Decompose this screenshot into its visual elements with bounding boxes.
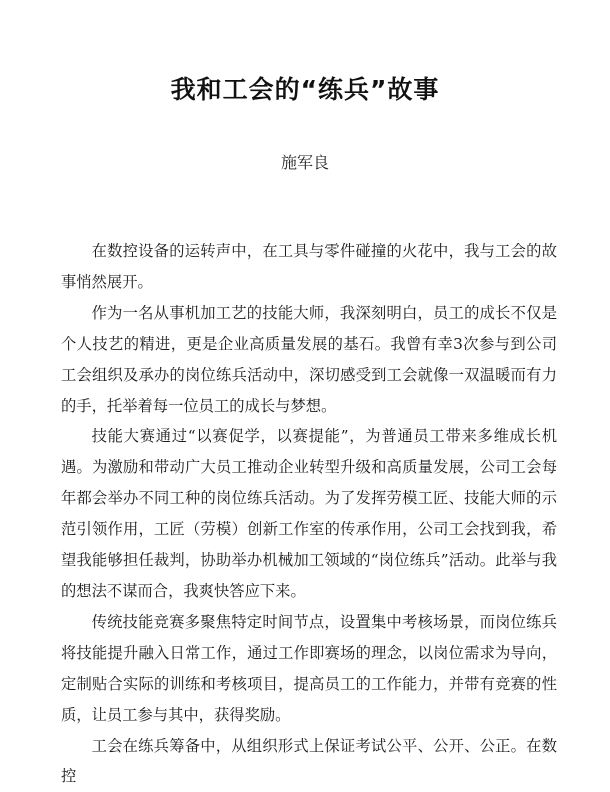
paragraph: 技能大赛通过“以赛促学，以赛提能”，为普通员工带来多维成长机遇。为激励和带动广大员工推动企业转型升级和高质量发展，公司工会每年都会举办不同工种的岗位练兵活动。为了发挥劳模工匠、技能大师的示范引领作用，工匠（劳模）创新工作室的传承作用，公司工会找到我，希望我能够担任裁判，协助举办机械加工领域的“岗位练兵”活动。此举与我的想法不谋而合，我爽快答应下来。: [61, 421, 557, 606]
paragraph: 工会在练兵筹备中，从组织形式上保证考试公平、公开、公正。在数控: [61, 731, 557, 792]
article-body: [61, 236, 557, 792]
paragraph: 在数控设备的运转声中，在工具与零件碰撞的火花中，我与工会的故事悄然展开。: [61, 236, 557, 298]
article-author: 施军良: [0, 150, 610, 173]
paragraph: 传统技能竞赛多聚焦特定时间节点，设置集中考核场景，而岗位练兵将技能提升融入日常工作，通过工作即赛场的理念，以岗位需求为导向，定制贴合实际的训练和考核项目，提高员工的工作能力，并带有竞赛的性质，让员工参与其中，获得奖励。: [61, 607, 557, 731]
article-title: 我和工会的“练兵”故事: [0, 70, 610, 106]
paragraph: 作为一名从事机加工艺的技能大师，我深刻明白，员工的成长不仅是个人技艺的精进，更是企业高质量发展的基石。我曾有幸3次参与到公司工会组织及承办的岗位练兵活动中，深切感受到工会就像一双温暖而有力的手，托举着每一位员工的成长与梦想。: [61, 298, 557, 422]
